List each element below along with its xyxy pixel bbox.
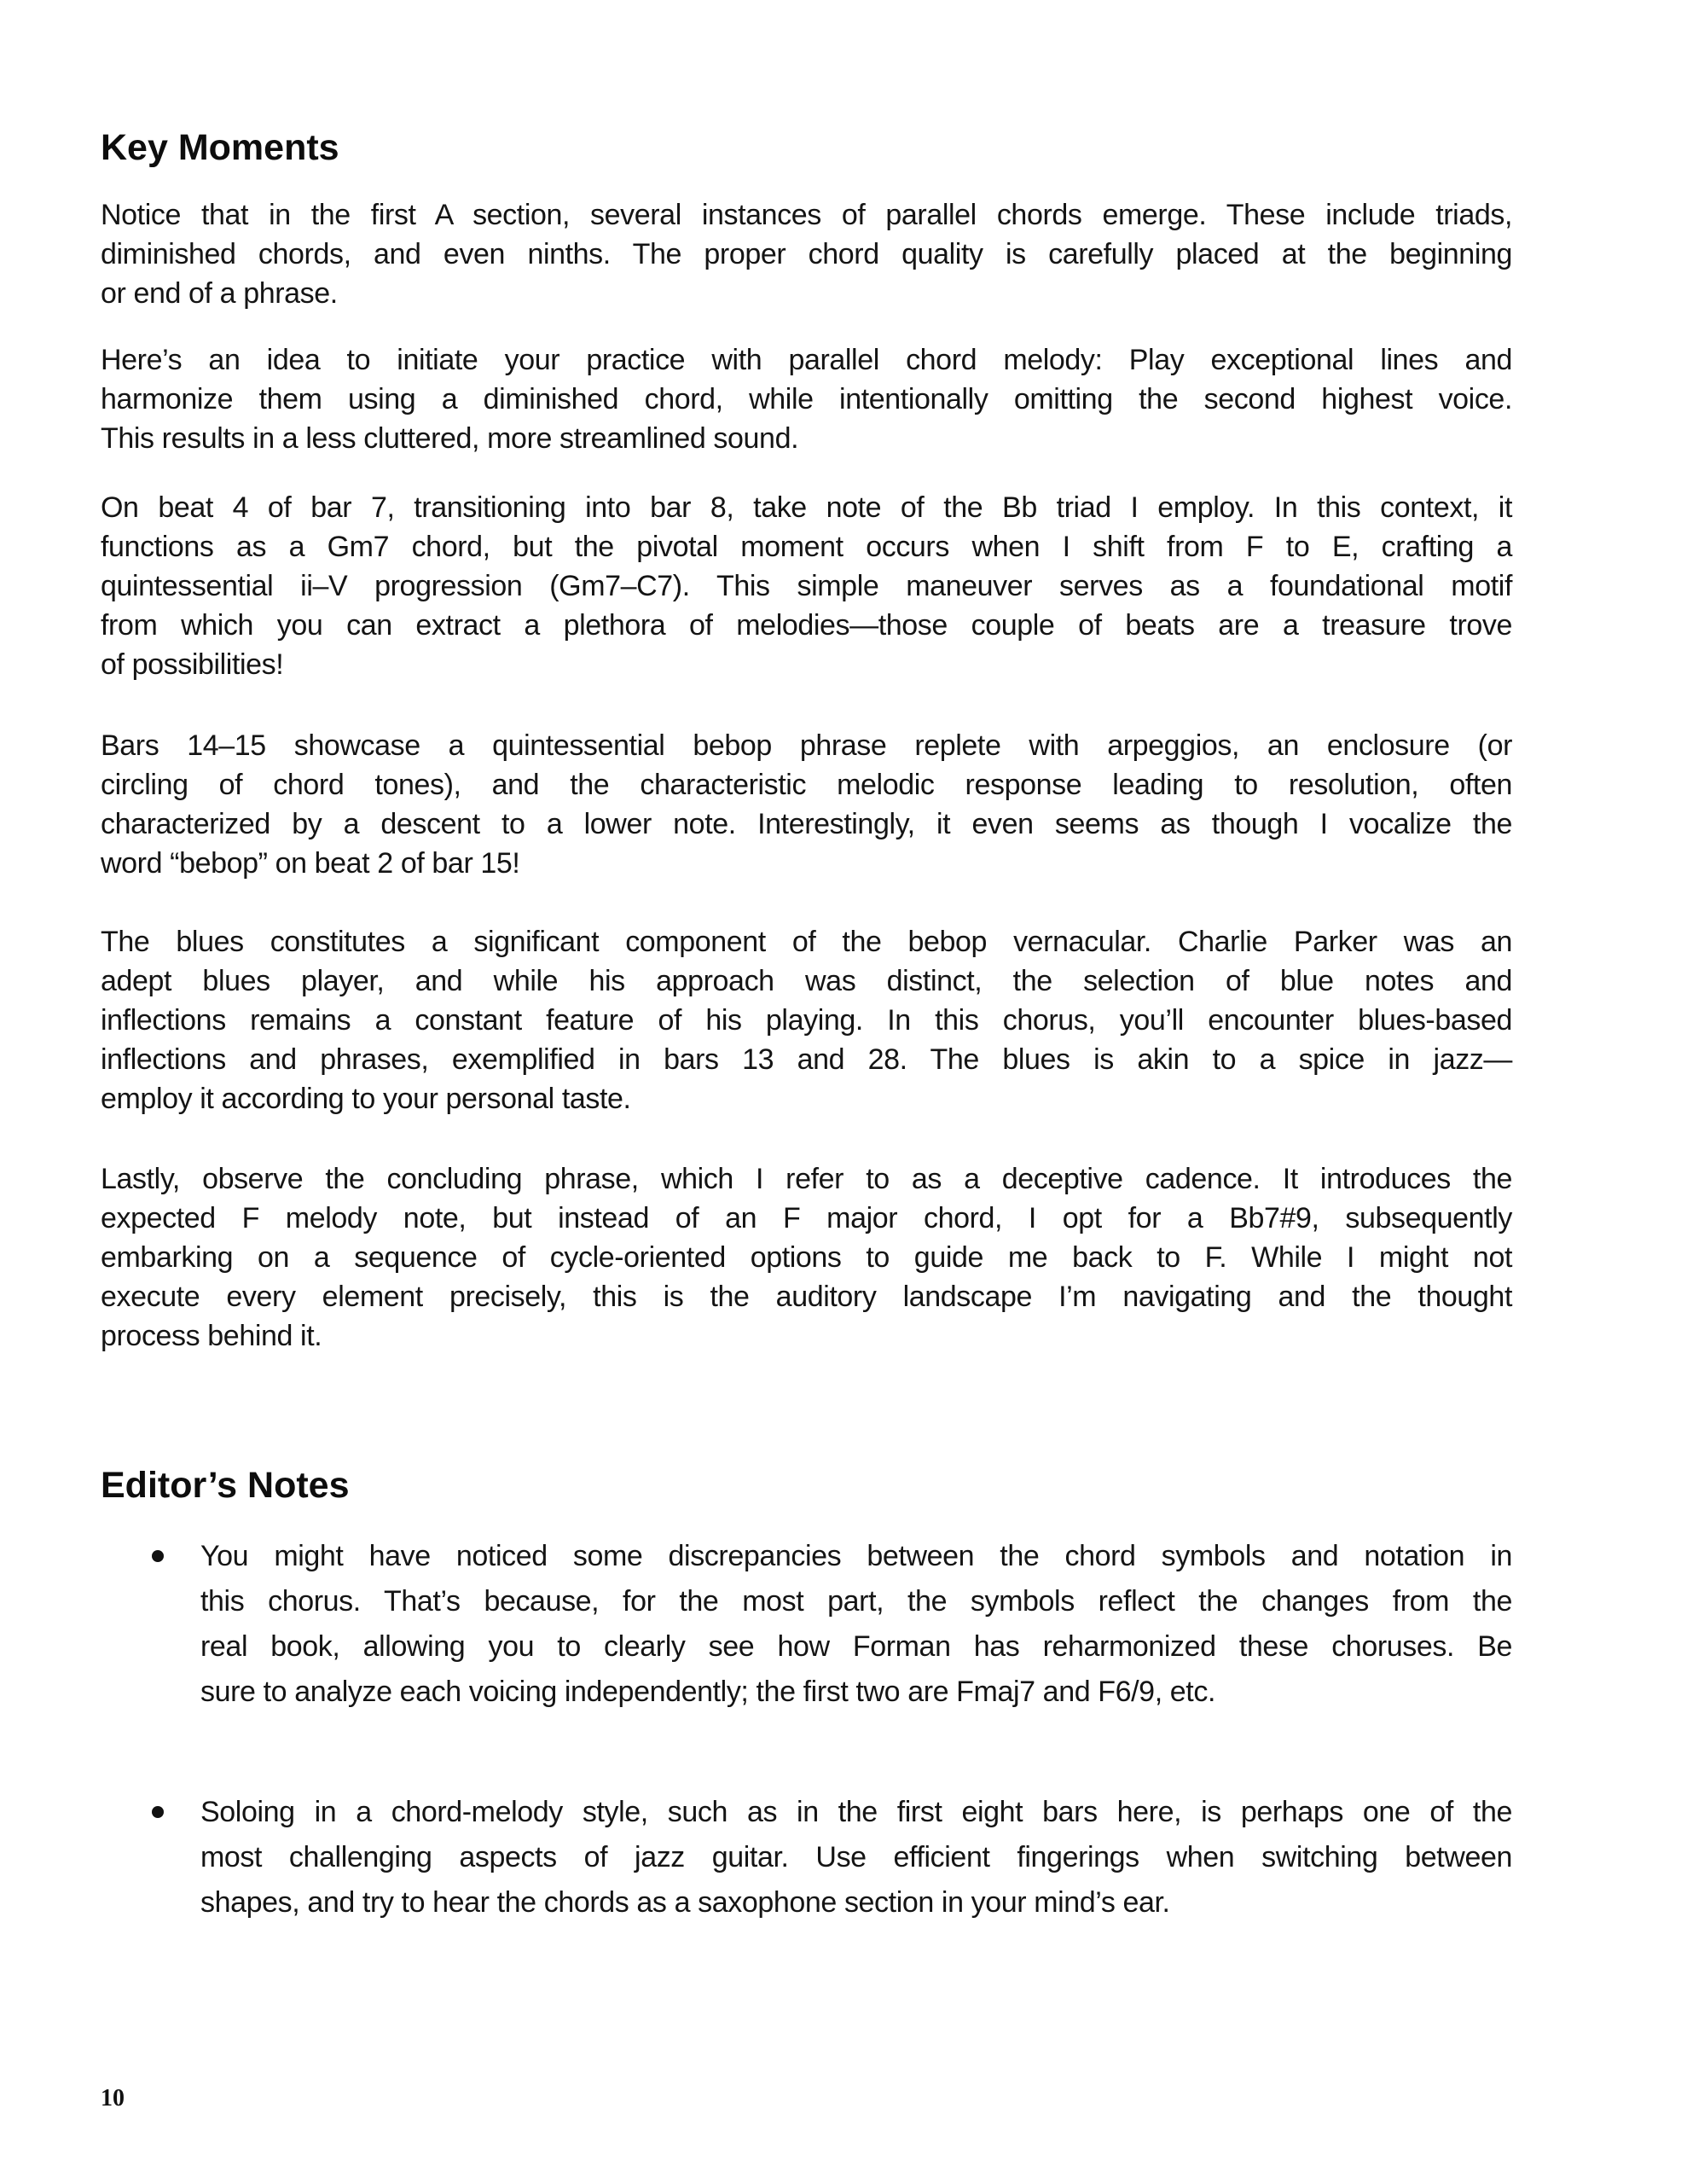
bullet-icon: [152, 1806, 164, 1818]
text-line: process behind it.: [101, 1320, 322, 1352]
text-line: expected F melody note, but instead of an F major chord, I opt for a Bb7#9, subsequently: [101, 1202, 1512, 1234]
text-line: On beat 4 of bar 7, transitioning into bar 8, take note of the Bb triad I employ. In this context, it: [101, 491, 1512, 524]
text-line: functions as a Gm7 chord, but the pivotal moment occurs when I shift from F to E, crafting a: [101, 531, 1512, 563]
bullet-icon: [152, 1550, 164, 1562]
text-line: characterized by a descent to a lower note. Interestingly, it even seems as though I vocalize the: [101, 808, 1512, 840]
paragraph-deceptive-cadence: [101, 1159, 1512, 1356]
text-line: adept blues player, and while his approach was distinct, the selection of blue notes and: [101, 965, 1512, 997]
text-line: or end of a phrase.: [101, 277, 338, 310]
text-line: Bars 14–15 showcase a quintessential bebop phrase replete with arpeggios, an enclosure (or: [101, 729, 1512, 762]
text-line: shapes, and try to hear the chords as a saxophone section in your mind’s ear.: [200, 1886, 1170, 1919]
bullet-text: [200, 1790, 1512, 1926]
text-line: execute every element precisely, this is the auditory landscape I’m navigating and the thought: [101, 1281, 1512, 1313]
paragraph-blues: [101, 922, 1512, 1118]
text-line: quintessential ii–V progression (Gm7–C7). This simple maneuver serves as a foundational motif: [101, 570, 1512, 602]
section-heading-key-moments: Key Moments: [101, 127, 339, 168]
text-line: harmonize them using a diminished chord, while intentionally omitting the second highest voice.: [101, 383, 1512, 415]
text-line: inflections remains a constant feature of his playing. In this chorus, you’ll encounter blues-based: [101, 1004, 1512, 1037]
text-line: inflections and phrases, exemplified in bars 13 and 28. The blues is akin to a spice in jazz—: [101, 1043, 1512, 1076]
text-line: Soloing in a chord-melody style, such as in the first eight bars here, is perhaps one of the: [200, 1796, 1512, 1828]
text-line: This results in a less cluttered, more streamlined sound.: [101, 422, 799, 455]
paragraph-parallel-chords: [101, 195, 1512, 313]
text-line: You might have noticed some discrepancies between the chord symbols and notation in: [200, 1540, 1512, 1572]
text-line: The blues constitutes a significant component of the bebop vernacular. Charlie Parker was an: [101, 926, 1512, 958]
paragraph-bars-14-15: [101, 726, 1512, 883]
text-line: of possibilities!: [101, 648, 284, 681]
text-line: Here’s an idea to initiate your practice with parallel chord melody: Play exceptional lines and: [101, 344, 1512, 376]
text-line: Notice that in the first A section, several instances of parallel chords emerge. These include triads,: [101, 199, 1512, 231]
text-line: this chorus. That’s because, for the most part, the symbols reflect the changes from the: [200, 1585, 1512, 1618]
section-heading-editors-notes: Editor’s Notes: [101, 1465, 350, 1506]
text-line: Lastly, observe the concluding phrase, which I refer to as a deceptive cadence. It introduces the: [101, 1163, 1512, 1195]
paragraph-practice-idea: [101, 340, 1512, 458]
bullet-text: [200, 1534, 1512, 1715]
text-line: word “bebop” on beat 2 of bar 15!: [101, 847, 520, 880]
text-line: diminished chords, and even ninths. The proper chord quality is carefully placed at the beginning: [101, 238, 1512, 270]
text-line: employ it according to your personal taste.: [101, 1083, 631, 1115]
text-line: circling of chord tones), and the characteristic melodic response leading to resolution, often: [101, 769, 1512, 801]
text-line: from which you can extract a plethora of melodies—those couple of beats are a treasure trove: [101, 609, 1512, 642]
paragraph-bar-7-8: [101, 488, 1512, 684]
text-line: real book, allowing you to clearly see how Forman has reharmonized these choruses. Be: [200, 1630, 1512, 1663]
text-line: embarking on a sequence of cycle-oriented options to guide me back to F. While I might not: [101, 1241, 1512, 1274]
page-number: 10: [101, 2085, 125, 2111]
text-line: sure to analyze each voicing independently; the first two are Fmaj7 and F6/9, etc.: [200, 1676, 1215, 1708]
text-line: most challenging aspects of jazz guitar. Use efficient fingerings when switching between: [200, 1841, 1512, 1873]
